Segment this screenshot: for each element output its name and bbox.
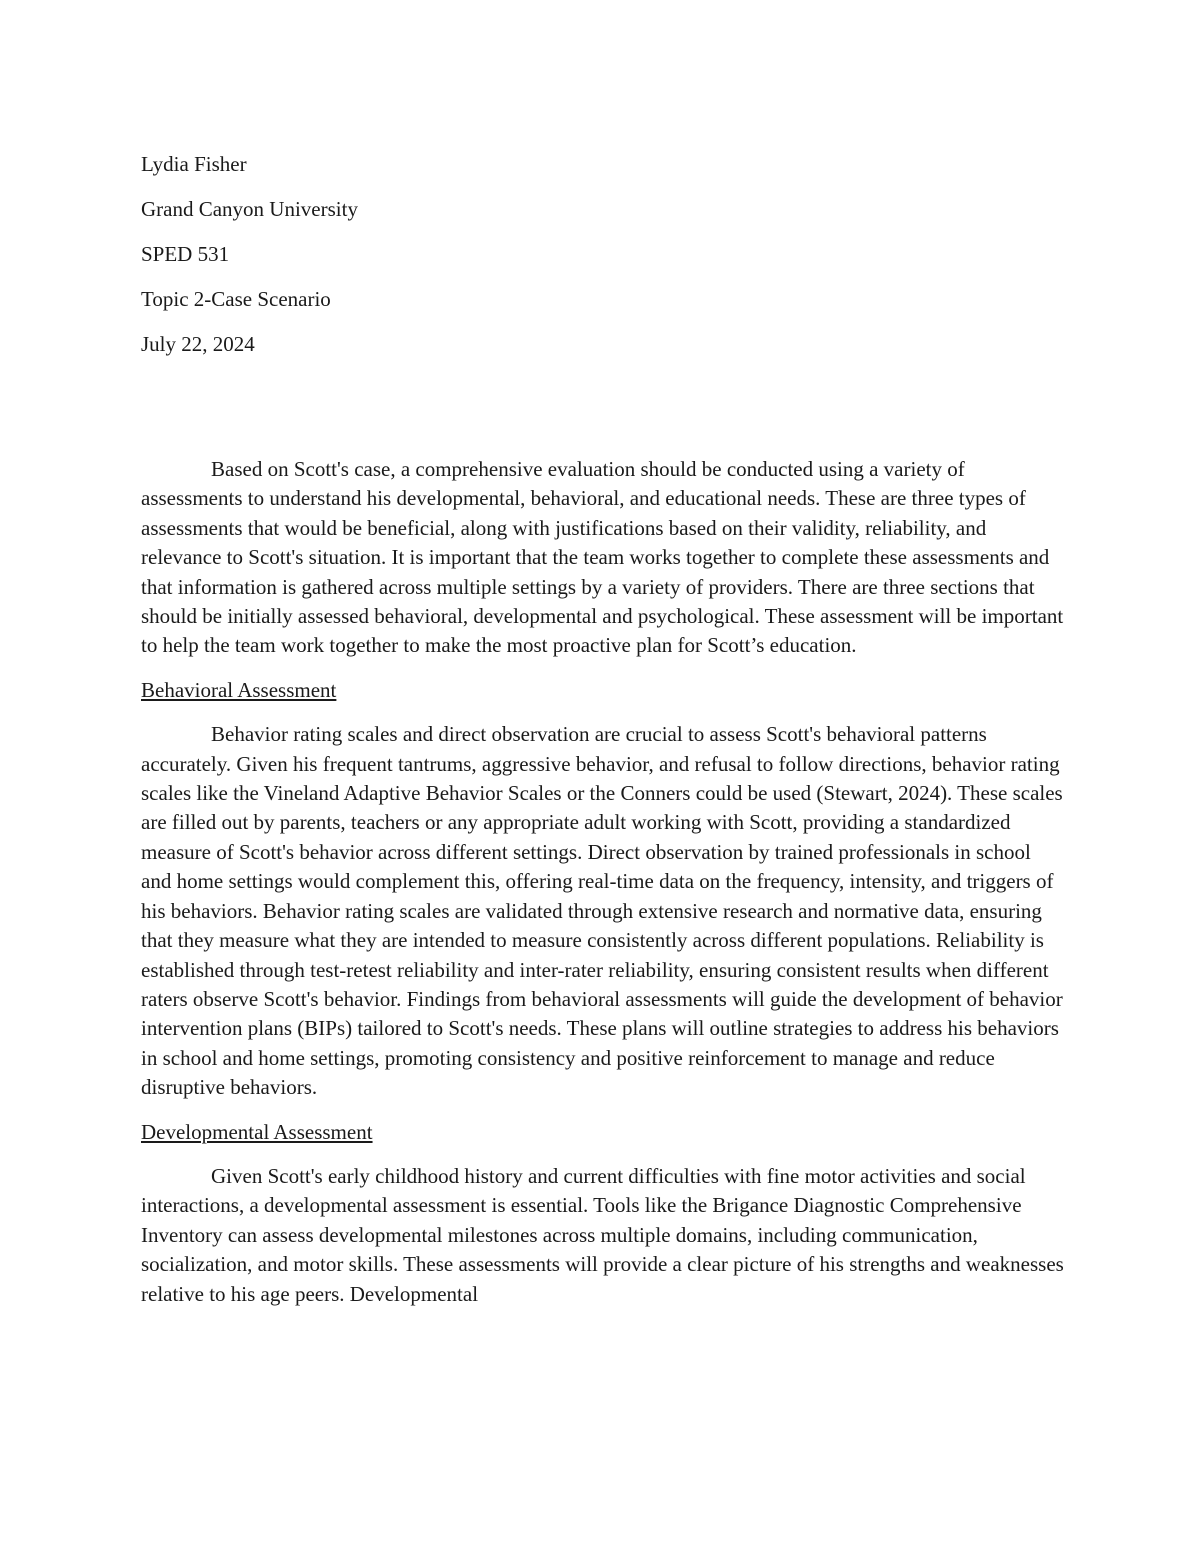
- behavioral-assessment-heading: Behavioral Assessment: [141, 677, 337, 702]
- document-date: July 22, 2024: [141, 332, 255, 356]
- developmental-assessment-heading: Developmental Assessment: [141, 1119, 373, 1144]
- title-block: [141, 142, 1061, 367]
- institution-name: Grand Canyon University: [141, 197, 358, 221]
- behavioral-assessment-paragraph: Behavior rating scales and direct observation are crucial to assess Scott's behavioral patterns accurately. Given his frequent tantrums, aggressive behavior, and refusal to follow directions, behavior rating scales like the Vineland Adaptive Behavior Scales or the Conners could be used (Stewart, 2024). These scales are filled out by parents, teachers or any appropriate adult working with Scott, providing a standardized measure of Scott's behavior across different settings. Direct observation by trained professionals in school and home settings would complement this, offering real-time data on the frequency, intensity, and triggers of his behaviors. Behavior rating scales are validated through extensive research and normative data, ensuring that they measure what they are intended to measure consistently across different populations. Reliability is established through test-retest reliability and inter-rater reliability, ensuring consistent results when different raters observe Scott's behavior. Findings from behavioral assessments will guide the development of behavior intervention plans (BIPs) tailored to Scott's needs. These plans will outline strategies to address his behaviors in school and home settings, promoting consistency and positive reinforcement to manage and reduce disruptive behaviors.: [141, 722, 1063, 1100]
- assignment-title: Topic 2-Case Scenario: [141, 287, 331, 311]
- author-name: Lydia Fisher: [141, 152, 247, 176]
- document-body: [141, 455, 1066, 1309]
- course-code: SPED 531: [141, 242, 230, 266]
- developmental-assessment-paragraph: Given Scott's early childhood history and current difficulties with fine motor activities and social interactions, a developmental assessment is essential. Tools like the Brigance Diagnostic Comprehensive Inventory can assess developmental milestones across multiple domains, including communication, socialization, and motor skills. These assessments will provide a clear picture of his strengths and weaknesses relative to his age peers. Developmental: [141, 1163, 1064, 1306]
- intro-paragraph: Based on Scott's case, a comprehensive evaluation should be conducted using a variety of assessments to understand his developmental, behavioral, and educational needs. These are three types of assessments that would be beneficial, along with justifications based on their validity, reliability, and relevance to Scott's situation. It is important that the team works together to complete these assessments and that information is gathered across multiple settings by a variety of providers. There are three sections that should be initially assessed behavioral, developmental and psychological. These assessment will be important to help the team work together to make the most proactive plan for Scott’s education.: [141, 457, 1064, 658]
